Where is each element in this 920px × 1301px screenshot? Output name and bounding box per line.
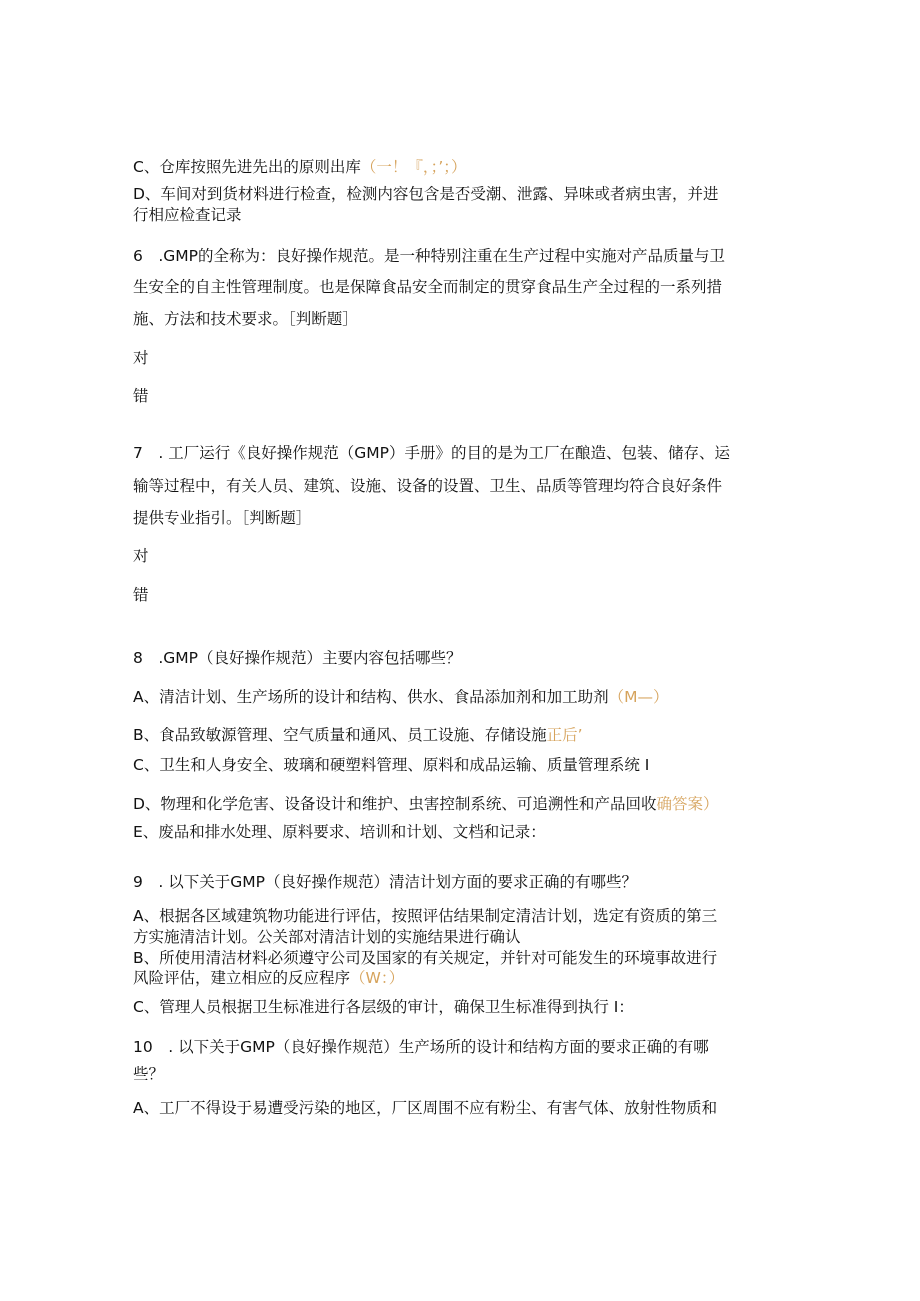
q8-option-a-text: A、清洁计划、生产场所的设计和结构、供水、食品添加剂和加工助剂 — [133, 688, 609, 706]
q8-option-c[interactable]: C、卫生和人身安全、玻璃和硬塑料管理、原料和成品运输、质量管理系统 I — [133, 756, 650, 774]
q8-title: 8 .GMP（良好操作规范）主要内容包括哪些？ — [133, 649, 462, 667]
q6-text-line3: 施、方法和技术要求。［判断题］ — [133, 310, 358, 328]
q5-option-c-text: C、仓库按照先进先出的原则出库 — [133, 158, 361, 176]
q8-option-d-text: D、物理和化学危害、设备设计和维护、虫害控制系统、可追溯性和产品回收 — [133, 795, 657, 813]
q5-option-d-line1: D、车间对到货材料进行检查，检测内容包含是否受潮、泄露、异味或者病虫害，并进 — [133, 185, 719, 203]
q6-text-line2: 生安全的自主性管理制度。也是保障食品安全而制定的贯穿食品生产全过程的一系列措 — [133, 278, 723, 296]
q5-option-c-mark: （一！『，；’；） — [360, 158, 467, 176]
q8-option-b-mark: 正后’ — [546, 726, 583, 744]
q7-option-true[interactable]: 对 — [133, 547, 149, 565]
q8-option-e[interactable]: E、废品和排水处理、原料要求、培训和计划、文档和记录： — [133, 823, 546, 841]
q9-option-b-line2[interactable] — [133, 968, 404, 988]
q9-option-c[interactable]: C、管理人员根据卫生标准进行各层级的审计，确保卫生标准得到执行 I： — [133, 998, 634, 1016]
q8-option-d[interactable] — [133, 794, 718, 814]
q8-option-b-text: B、食品致敏源管理、空气质量和通风、员工设施、存储设施 — [133, 726, 547, 744]
q9-title: 9 . 以下关于GMP（良好操作规范）清洁计划方面的要求正确的有哪些？ — [133, 873, 637, 891]
q9-option-b-line1[interactable]: B、所使用清洁材料必须遵守公司及国家的有关规定，并针对可能发生的环境事故进行 — [133, 949, 718, 967]
q10-option-a[interactable]: A、工厂不得设于易遭受污染的地区，厂区周围不应有粉尘、有害气体、放射性物质和 — [133, 1099, 718, 1117]
q8-option-a-mark: （M—） — [608, 688, 669, 706]
q7-text-line3: 提供专业指引。［判断题］ — [133, 509, 312, 527]
q9-option-a-line1[interactable]: A、根据各区域建筑物功能进行评估，按照评估结果制定清洁计划，选定有资质的第三 — [133, 907, 718, 925]
q5-option-c — [133, 157, 467, 177]
q9-option-b-text: 风险评估，建立相应的反应程序 — [133, 969, 351, 987]
q5-option-d-line2: 行相应检查记录 — [133, 206, 242, 224]
q10-text-line1: 10 . 以下关于GMP（良好操作规范）生产场所的设计和结构方面的要求正确的有哪 — [133, 1038, 709, 1056]
q7-option-false[interactable]: 错 — [133, 586, 149, 604]
q6-text-line1: 6 .GMP的全称为：良好操作规范。是一种特别注重在生产过程中实施对产品质量与卫 — [133, 247, 726, 265]
q9-option-b-mark: （W：） — [350, 969, 405, 987]
q7-text-line2: 输等过程中，有关人员、建筑、设施、设备的设置、卫生、品质等管理均符合良好条件 — [133, 477, 723, 495]
q6-option-true[interactable]: 对 — [133, 349, 149, 367]
q8-option-b[interactable] — [133, 725, 583, 745]
q10-text-line2: 些？ — [133, 1065, 165, 1083]
q6-option-false[interactable]: 错 — [133, 387, 149, 405]
q8-option-d-mark: 确答案） — [656, 795, 719, 813]
q7-text-line1: 7 . 工厂运行《良好操作规范（GMP）手册》的目的是为工厂在酿造、包装、储存、运 — [133, 444, 730, 462]
q8-option-a[interactable] — [133, 687, 668, 707]
q9-option-a-line2[interactable]: 方实施清洁计划。公关部对清洁计划的实施结果进行确认 — [133, 928, 521, 946]
